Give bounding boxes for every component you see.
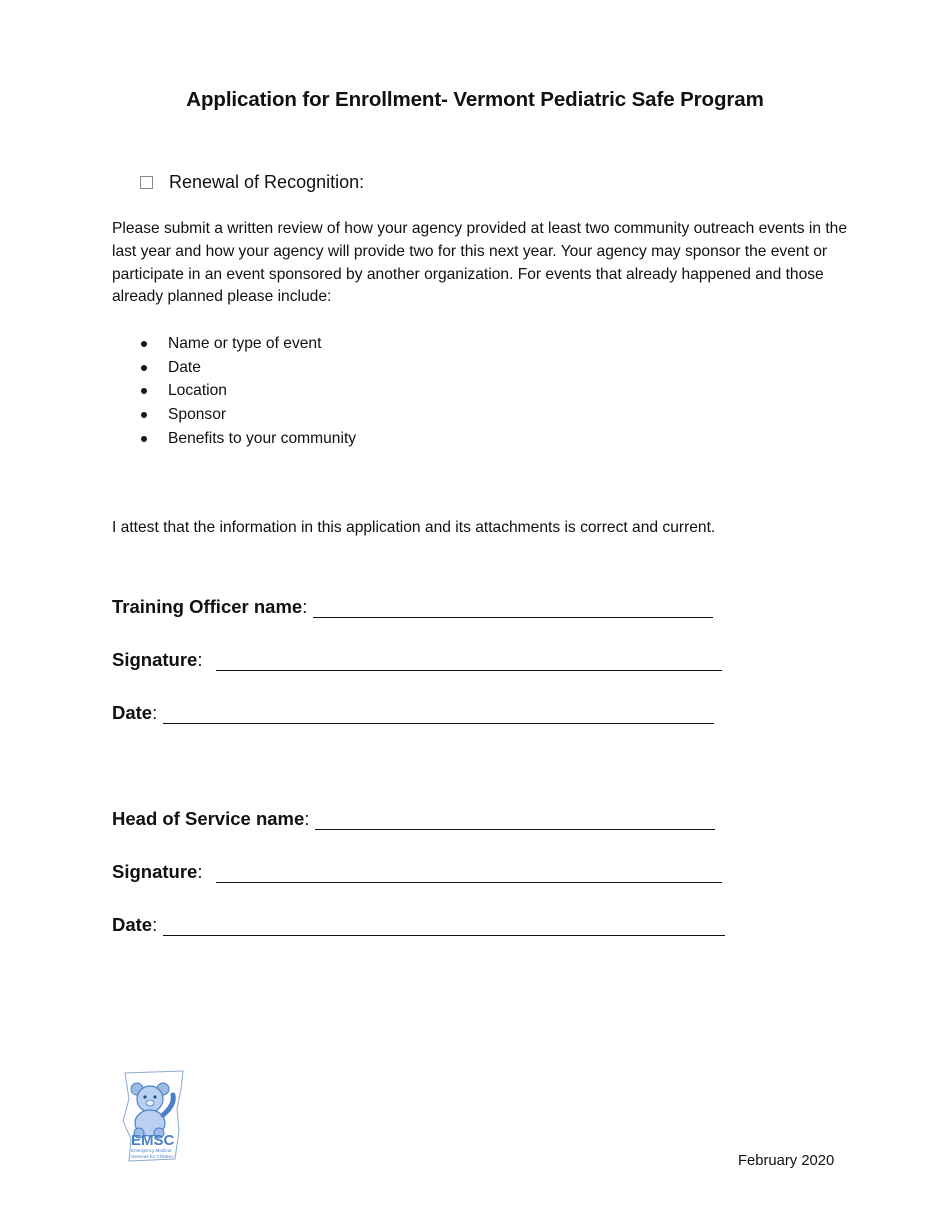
list-item: Name or type of event bbox=[112, 332, 356, 356]
signature-label-2: Signature bbox=[112, 861, 198, 882]
date-label-2: Date bbox=[112, 914, 153, 935]
head-of-service-name-label: Head of Service name bbox=[112, 808, 305, 829]
attestation-statement: I attest that the information in this application and its attachments is correct and current. bbox=[112, 519, 716, 536]
instructions-paragraph: Please submit a written review of how your agency provided at least two community outreach events in the last year and how your agency will provide two for this next year. Your agency may sponsor the event or participate in an event sponsored by another organization. For events that already happened and those already planned please include: bbox=[112, 220, 848, 306]
date-field-1[interactable]: Date : bbox=[112, 702, 714, 724]
bullet-list bbox=[112, 332, 356, 450]
bullet-icon bbox=[141, 388, 147, 394]
signature-field-1[interactable]: Signature : bbox=[112, 649, 722, 671]
date-field-2[interactable]: Date : bbox=[112, 914, 725, 936]
signature-field-2[interactable]: Signature : bbox=[112, 861, 722, 883]
signature-label-1: Signature bbox=[112, 649, 198, 670]
teddy-bear-icon bbox=[119, 1069, 189, 1163]
training-officer-name-label: Training Officer name bbox=[112, 596, 303, 617]
list-item: Sponsor bbox=[112, 403, 356, 427]
list-item: Date bbox=[112, 356, 356, 380]
signature-line-1[interactable] bbox=[216, 652, 722, 671]
training-officer-name-field[interactable]: Training Officer name : bbox=[112, 596, 713, 618]
renewal-checkbox[interactable] bbox=[140, 176, 153, 189]
head-of-service-name-line[interactable] bbox=[315, 811, 715, 830]
bullet-icon bbox=[141, 341, 147, 347]
svg-text:EMSC: EMSC bbox=[131, 1132, 175, 1149]
signature-line-2[interactable] bbox=[216, 864, 722, 883]
svg-text:Services for Children: Services for Children bbox=[131, 1154, 174, 1159]
footer-date: February 2020 bbox=[738, 1153, 835, 1169]
page-title: Application for Enrollment- Vermont Pediatric Safe Program bbox=[186, 88, 764, 111]
date-label-1: Date bbox=[112, 702, 153, 723]
date-line-2[interactable] bbox=[163, 917, 725, 936]
date-line-1[interactable] bbox=[163, 705, 714, 724]
list-item: Location bbox=[112, 379, 356, 403]
bullet-icon bbox=[141, 436, 147, 442]
bullet-icon bbox=[141, 412, 147, 418]
renewal-checkbox-row[interactable] bbox=[140, 172, 364, 193]
renewal-checkbox-label: Renewal of Recognition: bbox=[169, 172, 365, 192]
head-of-service-name-field[interactable]: Head of Service name : bbox=[112, 808, 715, 830]
list-item: Benefits to your community bbox=[112, 427, 356, 451]
emsc-logo bbox=[119, 1069, 189, 1163]
bullet-icon bbox=[141, 365, 147, 371]
svg-text:Emergency Medical: Emergency Medical bbox=[131, 1148, 172, 1153]
training-officer-name-line[interactable] bbox=[313, 599, 713, 618]
